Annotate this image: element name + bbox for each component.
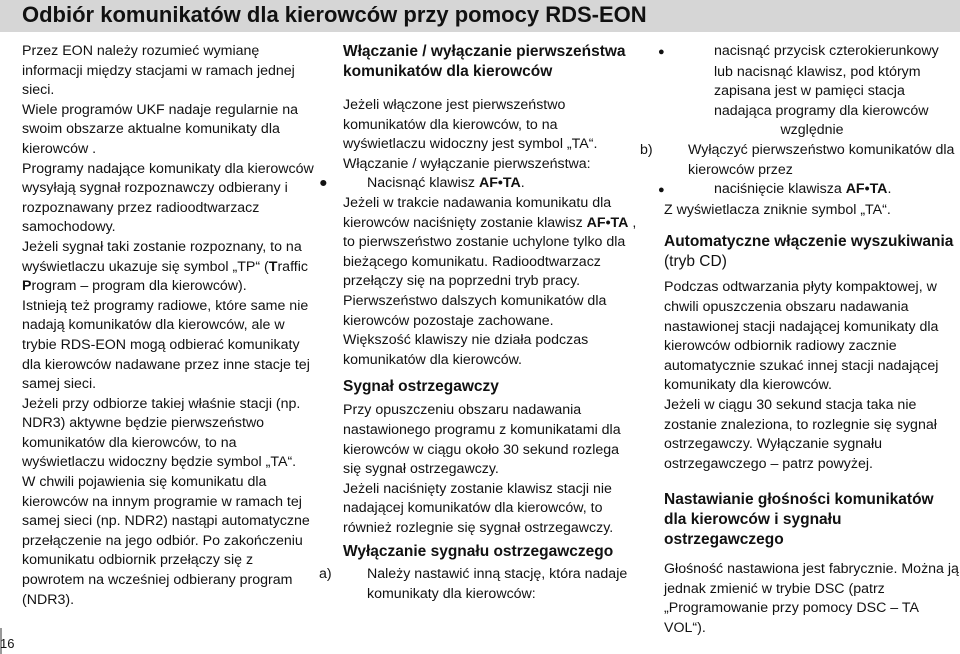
paragraph-warning-1: Przy opuszczeniu obszaru nadawania nastawionego programu z komunikatami dla kierowców w ciągu około 30 sekund rozlega się sygnał ostrzegawczy. xyxy=(343,402,621,478)
list-label-b: b) xyxy=(640,141,653,158)
auto-search-suffix: (tryb CD) xyxy=(664,253,727,271)
column-2 xyxy=(319,42,638,605)
list-item-press-button xyxy=(658,42,960,121)
page-title: Odbiór komunikatów dla kierowców przy pomocy RDS-EON xyxy=(22,2,647,27)
list-label-a: a) xyxy=(319,566,332,583)
paragraph-keys-disabled: Większość klawiszy nie działa podczas komunikatów dla kierowców. xyxy=(343,332,589,368)
paragraph-no-station: Jeżeli w ciągu 30 sekund stacja taka nie zostanie znaleziona, to rozlegnie się sygnał ostrzegawczy. Wyłączanie sygnału ostrzegawczego – patrz powyżej. xyxy=(664,396,937,472)
heading-warning-off: Wyłączanie sygnału ostrzegawczego xyxy=(343,543,614,561)
tp-letter-p: P xyxy=(22,278,32,295)
heading-auto-search xyxy=(664,232,960,272)
press-key-text: Nacisnąć klawisz xyxy=(367,175,479,192)
page-number: 16 xyxy=(0,636,15,651)
heading-volume: Nastawianie głośności komunikatów dla kierowców i sygnału ostrzegawczego xyxy=(664,491,934,549)
heading-warning-signal: Sygnał ostrzegawczy xyxy=(343,378,499,396)
paragraph-toggle: Włączanie / wyłączanie pierwszeństwa: xyxy=(343,155,591,172)
paragraph-volume: Głośność nastawiona jest fabrycznie. Można ją jednak zmienić w trybie DSC (patrz „Programowanie przy pomocy DSC – TA VOL“). xyxy=(664,561,959,637)
title-bar xyxy=(0,0,960,32)
paragraph-ndr2: W chwili pojawienia się komunikatu dla kierowców na innym programie w ramach tej samej sieci (np. NDR2) nastąpi automatyczne przełączenie na jego odbiór. Po zakończeniu komunikatu odbiornik przełączy się z powrotem na wcześniej odbierany program (NDR3). xyxy=(22,474,310,608)
bullet-icon: ● xyxy=(658,184,665,197)
press-button-text: nacisnąć przycisk czterokierunkowy lub nacisnąć klawisz, pod którym zapisana jest w pamięci stacja nadająca programy dla kierowców xyxy=(714,43,939,119)
af-ta-key-label: AF•TA xyxy=(478,175,521,192)
auto-search-title: Automatyczne włączenie wyszukiwania xyxy=(664,233,954,251)
paragraph-eon-stations: Istnieją też programy radiowe, które same nie nadają komunikatów dla kierowców, ale w trybie RDS-EON mogą odbierać komunikaty dla kierowców nadawane przez inne stacje tej samej sieci. xyxy=(22,297,310,393)
af-ta-key-label: AF•TA xyxy=(586,214,629,231)
paragraph-cd-mode: Podczas odtwarzania płyty kompaktowej, w chwili opuszczenia obszaru nadawania nastawionej stacji nadającej komunikaty dla kierowców odbiornik radiowy zacznie automatycznie szukać innej stacji nadającej komunikaty dla kierowców. xyxy=(664,279,939,394)
press-af-ta-text: naciśnięcie klawisza xyxy=(714,181,846,198)
paragraph-ta-on: Jeżeli włączone jest pierwszeństwo komunikatów dla kierowców, to na wyświetlaczu widoczny jest symbol „TA“. xyxy=(343,97,598,153)
list-item-press-af-ta: ● naciśnięcie klawisza AF•TA. xyxy=(664,180,960,201)
heading-ta-priority: Włączanie / wyłączanie pierwszeństwa komunikatów dla kierowców xyxy=(343,43,626,80)
column-1 xyxy=(22,42,319,610)
list-item-b xyxy=(640,141,960,180)
tp-text-a: Jeżeli sygnał taki zostanie rozpoznany, to na wyświetlaczu ukazuje się symbol „TP“ ( xyxy=(22,238,302,275)
paragraph-warning-2: Jeżeli naciśnięty zostanie klawisz stacji nie nadającej komunikatów dla kierowców, to również rozlegnie się sygnał ostrzegawczy. xyxy=(343,480,614,536)
paragraph-eon: Przez EON należy rozumieć wymianę informacji między stacjami w ramach jednej sieci. xyxy=(22,43,295,99)
column-3 xyxy=(640,42,960,639)
tp-text-c: rogram – program dla kierowców). xyxy=(31,278,247,295)
paragraph-programs: Programy nadające komunikaty dla kierowców wysyłają sygnał rozpoznawczy odbierany i rozpoznawany przez radioodtwarzacz samochodowy. xyxy=(22,160,314,236)
paragraph-ta-disappears: Z wyświetlacza zniknie symbol „TA“. xyxy=(664,201,891,218)
bullet-icon: ● xyxy=(319,175,328,192)
tp-text-b: raffic xyxy=(277,258,308,275)
paragraph-ukf: Wiele programów UKF nadaje regularnie na swoim obszarze aktualne komunikaty dla kierowców . xyxy=(22,101,299,157)
list-item-a xyxy=(319,565,638,604)
text-or: względnie xyxy=(780,122,844,139)
paragraph-during-ta xyxy=(343,194,638,331)
af-ta-key-label: AF•TA xyxy=(845,181,888,198)
during-ta-text-a: Jeżeli w trakcie nadawania komunikatu dla kierowców naciśnięty zostanie klawisz xyxy=(343,194,612,231)
tp-letter-t: T xyxy=(268,258,278,275)
paragraph-ndr3: Jeżeli przy odbiorze takiej właśnie stacji (np. NDR3) aktywne będzie pierwszeństwo komunikatów dla kierowców, to na wyświetlaczu widoczny będzie symbol „TA“. xyxy=(22,395,301,471)
list-item-press-key: ● Nacisnąć klawisz AF•TA. xyxy=(343,174,638,194)
bullet-icon: ● xyxy=(658,46,665,58)
paragraph-tp xyxy=(22,238,319,297)
list-text-a: Należy nastawić inną stację, która nadaje komunikaty dla kierowców: xyxy=(367,566,628,603)
during-ta-text-b: , to pierwszeństwo zostanie uchylone tylko dla bieżącego komunikatu. Radioodtwarzacz przełączy się na poprzedni tryb pracy. Pierwszeństwo dalszych komunikatów dla kierowców pozostaje zachowane. xyxy=(343,214,637,329)
list-text-b: Wyłączyć pierwszeństwo komunikatów dla kierowców przez xyxy=(688,141,955,178)
